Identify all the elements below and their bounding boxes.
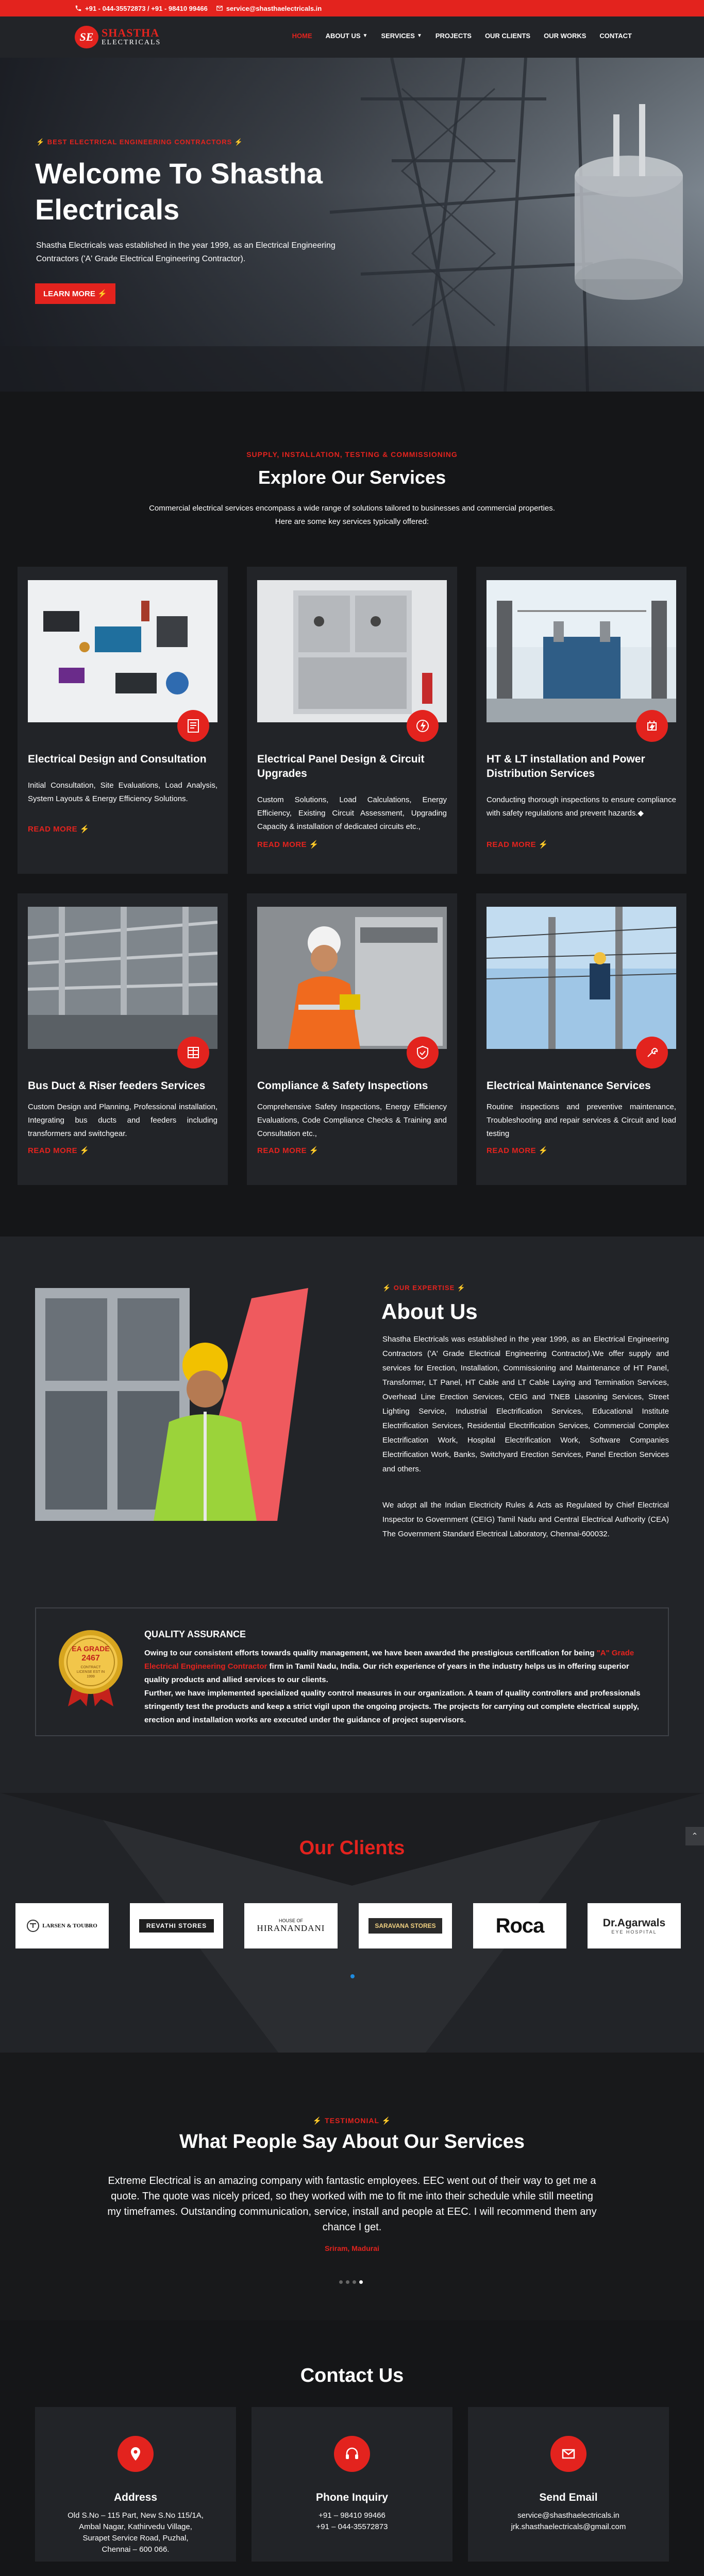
bus-duct-icon [185,1044,202,1061]
nav-our-clients[interactable] [485,32,530,40]
nav-our-works[interactable] [544,32,586,40]
service-image [28,907,217,1049]
service-title: Electrical Panel Design & Circuit Upgrades [257,753,425,779]
address-line: Chennai – 600 066. [102,2545,170,2554]
nav-projects[interactable] [435,32,472,40]
client-name: SARAVANA STORES [368,1918,442,1934]
phone-line[interactable]: +91 – 044-35572873 [316,2522,388,2531]
seal-grade: EA GRADE [72,1645,110,1653]
chevron-up-icon: ⌃ [691,1832,698,1841]
qa-paragraph-1 [144,1647,655,1687]
hero-text: Shastha Electricals was established in the year 1999, as an Electrical Engineering Contractors ('A' Grade Electrical Engineering Contractor). [36,241,336,263]
contact-badge [118,2436,154,2472]
contact-badge [550,2436,586,2472]
topbar-email-text: service@shasthaelectricals.in [226,4,322,12]
about-eyebrow: ⚡ OUR EXPERTISE ⚡ [382,1284,466,1292]
chevron-down-icon: ▼ [362,33,368,39]
qa-title: QUALITY ASSURANCE [144,1629,246,1639]
client-logo[interactable] [244,1903,338,1948]
power-distribution-icon [644,718,660,734]
quality-assurance-box [35,1607,669,1736]
email-line[interactable]: service@shasthaelectricals.in [517,2511,619,2520]
envelope-icon [560,2446,577,2462]
testimonial-title: What People Say About Our Services [179,2131,525,2153]
nav-contact-label: CONTACT [599,32,632,40]
service-badge [177,1037,209,1069]
headset-icon [344,2446,360,2462]
service-text: Conducting thorough inspections to ensure compliance with safety regulations and prevent hazards.◆ [487,795,676,818]
qa-text: firm in Tamil Nadu, India. Our rich experience of years in the industry helps us in offering superior quality products and allied services to our clients. [144,1662,629,1684]
services-section [0,392,704,1236]
client-logo[interactable] [588,1903,681,1948]
chevron-down-icon: ▼ [416,33,422,39]
phone-line[interactable]: +91 – 98410 99466 [319,2511,385,2520]
service-image [487,580,676,722]
service-badge [177,710,209,742]
contact-badge [334,2436,370,2472]
service-text: Comprehensive Safety Inspections, Energy Efficiency Evaluations, Code Compliance Checks & Training and Consultation etc., [257,1103,447,1138]
service-card[interactable] [18,893,228,1185]
safety-shield-icon [414,1044,431,1061]
services-eyebrow: SUPPLY, INSTALLATION, TESTING & COMMISSIONING [246,450,458,459]
service-text: Routine inspections and preventive maintenance, Troubleshooting and repair services & Circuit and load testing [487,1103,676,1138]
service-badge [636,710,668,742]
clients-title: Our Clients [299,1837,405,1859]
main-nav [292,32,632,40]
blueprint-icon [185,718,202,734]
hero-title: Welcome To Shastha Electricals [35,157,323,226]
nav-services-label: SERVICES [381,32,415,40]
service-image [257,907,447,1049]
client-name: Roca [495,1914,544,1937]
service-card[interactable] [476,893,686,1185]
nav-home[interactable] [292,32,312,40]
service-text: Initial Consultation, Site Evaluations, Load Analysis, System Layouts & Energy Efficiency Solutions. [28,781,217,803]
client-logo[interactable] [130,1903,223,1948]
testimonial-carousel-dots [339,2280,363,2284]
read-more-link[interactable]: READ MORE ⚡ [257,1146,320,1155]
address-line: Surapet Service Road, Puzhal, [82,2534,189,2543]
testimonial-section [0,2053,704,2320]
learn-more-button[interactable]: LEARN MORE ⚡ [35,283,115,304]
client-sub: HOUSE OF [278,1918,303,1923]
read-more-link[interactable]: READ MORE ⚡ [487,1146,549,1155]
testimonial-quote: Extreme Electrical is an amazing company with fantastic employees. EEC went out of their way to get me a quote. The quote was nicely priced, so they worked with me to fit me into their schedule while still meeting my timeframes. Outstanding communication, service, install and people at EEC. I will recommend them any chance I get. [107,2175,597,2233]
services-title: Explore Our Services [258,467,446,488]
email-line[interactable]: jrk.shasthaelectricals@gmail.com [511,2522,626,2531]
topbar-phone-text: +91 - 044-35572873 / +91 - 98410 99466 [85,4,208,12]
maintenance-tools-icon [644,1044,660,1061]
service-badge [407,710,439,742]
lt-logo-icon [27,1920,39,1932]
clients-section [0,1793,704,2053]
service-title: Electrical Maintenance Services [487,1080,651,1092]
qa-highlight: "A" Grade Electrical Engineering Contractor [144,1649,634,1671]
carousel-dot[interactable] [359,2280,363,2284]
service-card[interactable] [247,893,457,1185]
contact-card-email [468,2407,669,2562]
service-text: Custom Solutions, Load Calculations, Energy Efficiency, Existing Circuit Assessment, Upgrading Capacity & installation of dedicated circuits etc., [257,795,447,831]
service-title: Compliance & Safety Inspections [257,1080,428,1092]
topbar-email[interactable] [216,5,322,12]
nav-clients-label: OUR CLIENTS [484,32,531,40]
service-text: Custom Design and Planning, Professional installation, Integrating bus ducts and feeders including transformers and switchgear. [28,1103,217,1138]
address-line: Ambal Nagar, Kathirvedu Village, [79,2522,192,2531]
contact-card-title: Send Email [539,2492,598,2503]
services-desc: Commercial electrical services encompass a wide range of solutions tailored to businesses and commercial properties. Here are some key services typically offered: [149,504,555,526]
site-logo[interactable] [75,26,161,48]
client-logo[interactable] [359,1903,452,1948]
carousel-dot[interactable] [346,2280,349,2284]
site-header [0,16,704,58]
contact-title: Contact Us [300,2365,404,2386]
qa-paragraph-2: Further, we have implemented specialized quality control measures in our organization. A team of quality controllers and professionals stringently test the products and keep a strict vigil upon the ongoing projects. The projects for carrying out complete electrical supply, erection and installation works are executed under the guidance of project supervisors. [144,1689,641,1724]
client-logo[interactable] [15,1903,109,1948]
service-title: HT & LT installation and Power Distribution Services [487,753,645,779]
carousel-dot[interactable] [339,2280,343,2284]
contact-card-title: Phone Inquiry [315,2492,388,2503]
client-name: REVATHI STORES [139,1919,214,1933]
about-title: About Us [381,1299,478,1324]
read-more-link[interactable]: READ MORE ⚡ [487,840,549,849]
client-name: LARSEN & TOUBRO [42,1923,97,1929]
nav-contact[interactable] [599,32,632,40]
nav-services[interactable] [381,32,422,40]
service-badge [407,1037,439,1069]
nav-about-label: ABOUT US [325,32,361,40]
service-image [257,580,447,722]
logo-line2: ELECTRICALS [102,39,161,46]
service-image [28,580,217,722]
carousel-dot[interactable] [350,1974,355,1978]
nav-projects-label: PROJECTS [435,32,472,40]
service-card[interactable] [476,567,686,874]
topbar-phone[interactable] [75,5,208,12]
seal-subtext: CONTRACT LICENSE EST IN 1999 [76,1666,105,1679]
nav-works-label: OUR WORKS [544,32,586,40]
hero-eyebrow: ⚡ BEST ELECTRICAL ENGINEERING CONTRACTORS ⚡ [36,138,244,146]
client-logo[interactable] [473,1903,566,1948]
client-name: Dr.Agarwals [602,1917,666,1929]
service-title: Bus Duct & Riser feeders Services [28,1080,206,1092]
seal-number: 2467 [81,1654,100,1663]
service-badge [636,1037,668,1069]
service-image [487,907,676,1049]
about-section [0,1236,704,1793]
contact-card-address [35,2407,236,2562]
about-paragraph-2: We adopt all the Indian Electricity Rules & Acts as Regulated by Chief Electrical Inspector to Government (CEIG) Tamil Nadu and Central Electrical Authority (CEA) The Government Standard Electrical Laboratory, Chennai-600032. [382,1501,669,1538]
hero-section [0,58,704,392]
contact-card-title: Address [113,2492,158,2503]
testimonial-author: Sriram, Madurai [325,2244,379,2252]
map-pin-icon [127,2446,144,2462]
testimonial-eyebrow: ⚡ TESTIMONIAL ⚡ [312,2116,392,2125]
about-paragraph-1: Shastha Electricals was established in the year 1999, as an Electrical Engineering Contractors ('A' Grade Electrical Engineering Contractor).We offer supply and services for Erection, Installation, Commissioning and Maintenance of HT Panel, Transformer, LT Panel, HT Cable and LT Cable Laying and Termination Services, Overhead Line Erection Services, CEIG and TNEB Liasoning Services, Street Lighting Service, Industrial Electrification Services, Educational Institute Electrification Services, Residential Electrification Services, Commercial Complex Electrification Work, Hospital Electrification Work, Software Companies Electrification Work, Banks, Switchyard Erection Services, Panel Erection Services and others. [382,1335,669,1473]
read-more-link[interactable]: READ MORE ⚡ [28,825,90,834]
read-more-link[interactable]: READ MORE ⚡ [28,1146,90,1155]
nav-about-us[interactable] [326,32,368,40]
carousel-dot[interactable] [353,2280,356,2284]
client-sub: EYE HOSPITAL [611,1929,657,1935]
circuit-icon [414,718,431,734]
logo-mark: SE [75,26,98,48]
service-card[interactable] [247,567,457,874]
logo-line1: SHASTHA [102,26,160,39]
contact-card-phone [252,2407,452,2562]
client-name: HIRANANDANI [257,1923,325,1933]
qa-text: Owing to our consistent efforts towards quality management, we have been awarded the prestigious certification for being [144,1649,597,1657]
read-more-link[interactable]: READ MORE ⚡ [257,840,320,849]
service-card[interactable] [18,567,228,874]
about-image [35,1288,308,1521]
address-line: Old S.No – 115 Part, New S.No 115/1A, [68,2511,204,2520]
phone-icon [75,5,82,12]
service-title: Electrical Design and Consultation [28,753,207,765]
mail-icon [216,5,223,12]
scroll-to-top-button[interactable] [685,1827,704,1845]
top-bar [0,0,704,16]
contact-section [0,2320,704,2576]
nav-home-label: HOME [292,32,312,40]
